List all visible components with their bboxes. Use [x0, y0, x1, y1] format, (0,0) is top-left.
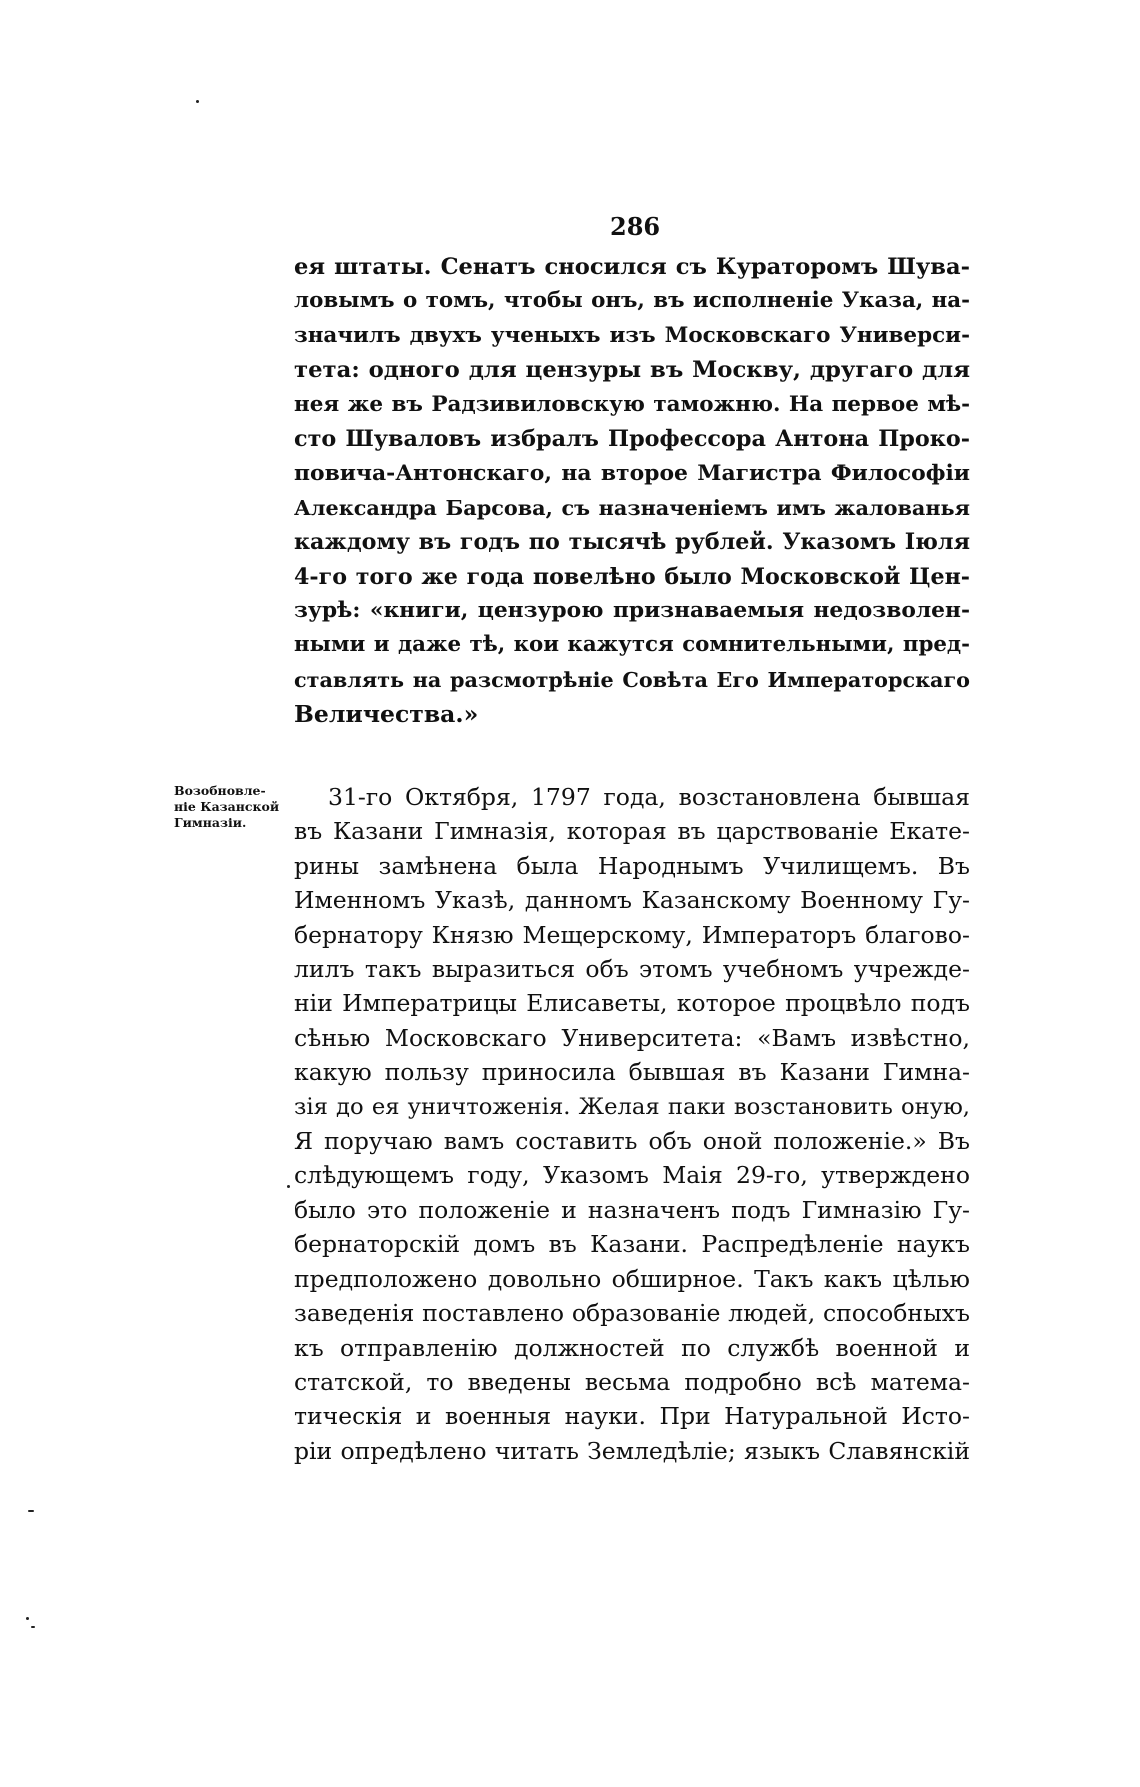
- text-line: статской, то введены весьма подробно всѣ матема-: [294, 1367, 970, 1396]
- text-line: слѣдующемъ году, Указомъ Маія 29-го, утверждено: [294, 1161, 970, 1190]
- text-line: заведенія поставлено образованіе людей, способныхъ: [294, 1299, 970, 1328]
- text-line: какую пользу приносила бывшая въ Казани Гимна-: [294, 1058, 970, 1087]
- text-line: къ отправленію должностей по службѣ военной и: [294, 1333, 970, 1362]
- text-line: тета: одного для цензуры въ Москву, другаго для: [294, 357, 970, 384]
- text-line: ніи Императрицы Елисаветы, которое процвѣло подъ: [294, 989, 970, 1018]
- text-line: повича-Антонскаго, на второе Магистра Философіи: [294, 460, 970, 487]
- text-line: Величества.»: [294, 700, 479, 729]
- text-line: сѣнью Московскаго Университета: «Вамъ извѣстно,: [294, 1023, 970, 1052]
- margin-note-line: ніе Казанской: [174, 799, 280, 814]
- paragraph-censorship: [294, 250, 970, 732]
- text-line: значилъ двухъ ученыхъ изъ Московскаго Универси-: [294, 322, 970, 348]
- text-line: каждому въ годъ по тысячѣ рублей. Указомъ Іюля: [294, 529, 970, 556]
- text-line: нея же въ Радзивиловскую таможню. На первое мѣ-: [294, 391, 970, 417]
- text-line: въ Казани Гимназія, которая въ царствованіе Екате-: [294, 817, 970, 846]
- text-line: тическія и военныя науки. При Натуральной Исто-: [294, 1402, 970, 1431]
- text-line: 31-го Октября, 1797 года, возстановлена бывшая: [328, 783, 970, 811]
- text-line: бернатору Князю Мещерскому, Императоръ благово-: [294, 920, 970, 949]
- margin-note-kazan-gymnasium: [174, 783, 298, 831]
- text-line: рины замѣнена была Народнымъ Училищемъ. Въ: [294, 851, 970, 880]
- scan-speck: [196, 100, 199, 103]
- scan-speck: [31, 1626, 35, 1628]
- text-line: 4-го того же года повелѣно было Московской Цен-: [294, 563, 970, 590]
- page-number: 286: [610, 212, 661, 241]
- margin-note-line: Возобновле-: [174, 783, 266, 798]
- scan-speck: [28, 1510, 34, 1512]
- scan-speck: [26, 1617, 29, 1620]
- text-line: ріи опредѣлено читать Земледѣліе; языкъ Славянскій: [294, 1436, 970, 1465]
- text-line: Александра Барсова, съ назначеніемъ имъ жалованья: [294, 494, 970, 520]
- scan-speck: [287, 1185, 290, 1188]
- text-line: предположено довольно обширное. Такъ какъ цѣлью: [294, 1264, 970, 1293]
- text-line: лилъ такъ выразиться объ этомъ учебномъ учрежде-: [294, 955, 970, 984]
- text-line: сто Шуваловъ избралъ Профессора Антона Проко-: [294, 426, 970, 453]
- text-line: ловымъ о томъ, чтобы онъ, въ исполненіе Указа, на-: [294, 288, 970, 314]
- text-line: зурѣ: «книги, цензурою признаваемыя недозволен-: [294, 598, 970, 624]
- text-line: бернаторскій домъ въ Казани. Распредѣленіе наукъ: [294, 1230, 970, 1259]
- text-line: Именномъ Указѣ, данномъ Казанскому Военному Гу-: [294, 886, 970, 915]
- margin-note-line: Гимназіи.: [174, 815, 247, 830]
- text-line: ставлять на разсмотрѣніе Совѣта Его Императорскаго: [294, 667, 970, 692]
- text-line: ея штаты. Сенатъ сносился съ Кураторомъ Шува-: [294, 254, 970, 280]
- text-line: зія до ея уничтоженія. Желая паки возстановить оную,: [294, 1093, 970, 1120]
- text-line: ными и даже тѣ, кои кажутся сомнительными, пред-: [294, 632, 970, 658]
- paragraph-kazan-gymnasium: [294, 780, 970, 1468]
- text-line: Я поручаю вамъ составить объ оной положеніе.» Въ: [294, 1127, 970, 1156]
- text-line: было это положеніе и назначенъ подъ Гимназію Гу-: [294, 1195, 970, 1224]
